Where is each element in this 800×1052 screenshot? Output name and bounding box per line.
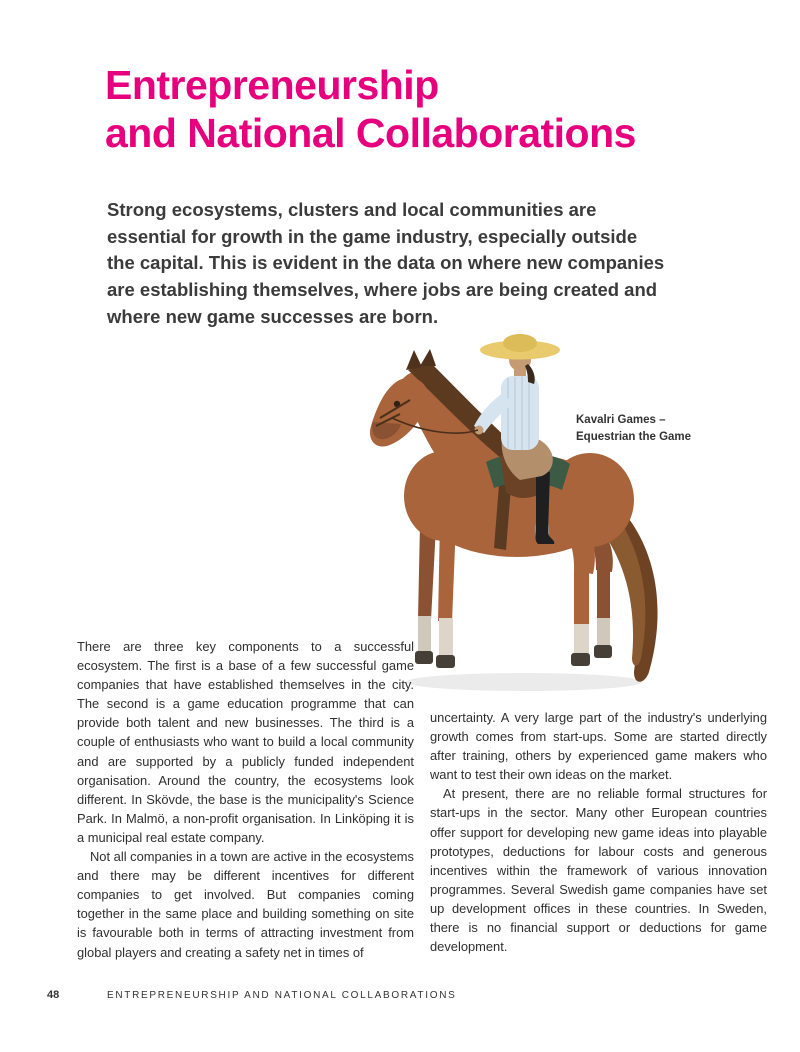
page-title-line2: and National Collaborations xyxy=(105,109,636,156)
body-paragraph: uncertainty. A very large part of the industry's underlying growth comes from start-ups. Some are started directly after training, others by experienced game makers who want to test their own ideas on the market. xyxy=(430,710,767,783)
running-title: ENTREPRENEURSHIP AND NATIONAL COLLABORATIONS xyxy=(107,990,457,1001)
figure-caption-line2: Equestrian the Game xyxy=(576,430,692,443)
figure-caption xyxy=(576,412,691,445)
body-column-right xyxy=(430,708,767,956)
page-title-line1: Entrepreneurship xyxy=(105,62,439,108)
body-paragraph: There are three key components to a successful ecosystem. The first is a base of a few successful game companies that have established themselves in the city. The second is a game education programme that can provide both talent and new businesses. The third is a couple of enthusiasts who want to build a local community and are supported by a publicly funded independent organisation. Around the country, the ecosystems look different. In Skövde, the base is the municipality's Science Park. In Malmö, a non-profit organisation. In Linköping it is a municipal real estate company. xyxy=(77,639,414,845)
figure-caption-line1: Kavalri Games – xyxy=(576,414,666,426)
body-paragraph: Not all companies in a town are active in the ecosystems and there may be different incentives for different companies to get involved. But companies coming together in the same place and building something on site is favourable both in terms of attracting investment from global players and creating a safety net in times of xyxy=(77,849,414,960)
body-paragraph: At present, there are no reliable formal structures for start-ups in the sector. Many other European countries offer support for developing new game ideas into playable prototypes, deductions for labour costs and generous incentives within the framework of various innovation programmes. Several Swedish game companies have set up development offices in these countries. In Sweden, there is no financial support or deductions for game development. xyxy=(430,786,767,955)
body-column-left xyxy=(77,637,414,962)
lead-paragraph: Strong ecosystems, clusters and local communities are essential for growth in the game industry, especially outside the capital. This is evident in the data on where new companies are establishing themselves, where jobs are being created and where new game successes are born. xyxy=(107,199,665,327)
page-title xyxy=(105,62,636,158)
page-number: 48 xyxy=(47,989,60,1001)
